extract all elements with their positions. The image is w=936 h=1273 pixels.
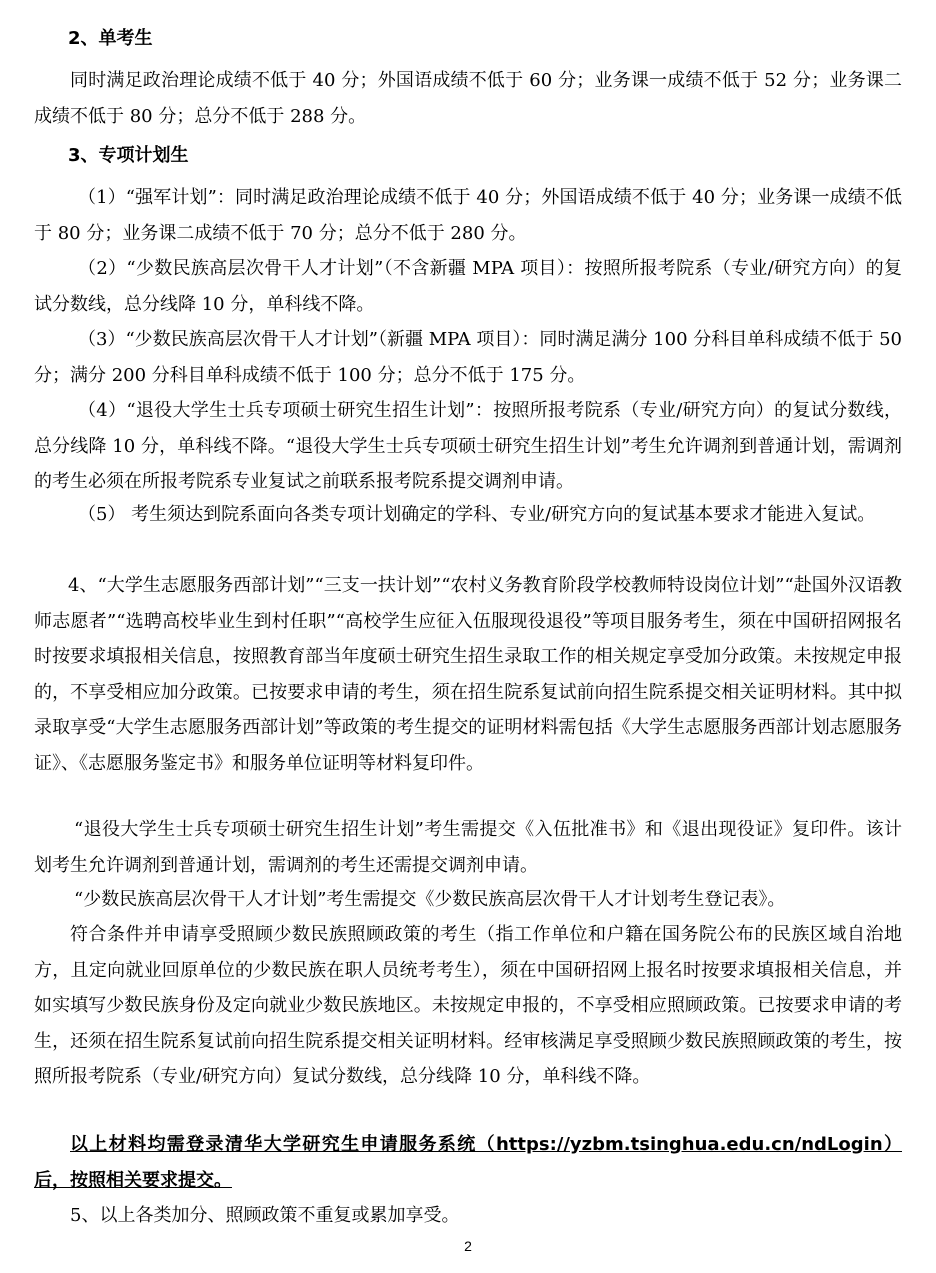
page-number: 2 xyxy=(464,1238,472,1254)
section-3-item-2: （2）“少数民族高层次骨干人才计划”（不含新疆 MPA 项目）：按照所报考院系（专业/研究方向）的复试分数线，总分线降 10 分，单科线不降。 xyxy=(34,258,902,315)
veteran-materials-paragraph: “退役大学生士兵专项硕士研究生招生计划”考生需提交《入伍批准书》和《退出现役证》复印件。该计划考生允许调剂到普通计划，需调剂的考生还需提交调剂申请。 xyxy=(34,819,902,876)
section-3-item-4: （4）“退役大学生士兵专项硕士研究生招生计划”：按照所报考院系（专业/研究方向）的复试分数线，总分线降 10 分，单科线不降。“退役大学生士兵专项硕士研究生招生计划”考生允许调剂到普通计划，需调剂的考生必须在所报考院系专业复试之前联系报考院系提交调剂申请。 xyxy=(34,400,902,493)
section-3-item-3: （3）“少数民族高层次骨干人才计划”（新疆 MPA 项目）：同时满足满分 100 分科目单科成绩不低于 50 分；满分 200 分科目单科成绩不低于 100 分；总分不低于 175 分。 xyxy=(34,329,902,386)
section-3-item-5: （5） 考生须达到院系面向各类专项计划确定的学科、专业/研究方向的复试基本要求才能进入复试。 xyxy=(78,504,876,525)
section-2-paragraph: 同时满足政治理论成绩不低于 40 分；外国语成绩不低于 60 分；业务课一成绩不低于 52 分；业务课二成绩不低于 80 分；总分不低于 288 分。 xyxy=(34,70,902,127)
section-3-heading: 3、专项计划生 xyxy=(68,145,189,166)
section-5-paragraph: 5、以上各类加分、照顾政策不重复或累加享受。 xyxy=(70,1205,460,1226)
section-4-paragraph: 4、“大学生志愿服务西部计划”“三支一扶计划”“农村义务教育阶段学校教师特设岗位计划”“赴国外汉语教师志愿者”“选聘高校毕业生到村任职”“高校学生应征入伍服现役退役”等项目服务考生，须在中国研招网报名时按要求填报相关信息，按照教育部当年度硕士研究生招生录取工作的相关规定享受加分政策。未按规定申报的，不享受相应加分政策。已按要求申请的考生，须在招生院系复试前向招生院系提交相关证明材料。其中拟录取享受“大学生志愿服务西部计划”等政策的考生提交的证明材料需包括《大学生志愿服务西部计划志愿服务证》、《志愿服务鉴定书》和服务单位证明等材料复印件。 xyxy=(34,575,902,774)
section-2-heading: 2、单考生 xyxy=(68,28,153,49)
section-3-item-1: （1）“强军计划”：同时满足政治理论成绩不低于 40 分；外国语成绩不低于 40 分；业务课一成绩不低于 80 分；业务课二成绩不低于 70 分；总分不低于 280 分。 xyxy=(34,187,902,244)
submission-note: 以上材料均需登录清华大学研究生申请服务系统（https://yzbm.tsinghua.edu.cn/ndLogin）后，按照相关要求提交。 xyxy=(34,1134,902,1191)
minority-form-paragraph: “少数民族高层次骨干人才计划”考生需提交《少数民族高层次骨干人才计划考生登记表》。 xyxy=(74,889,786,910)
minority-policy-paragraph: 符合条件并申请享受照顾少数民族照顾政策的考生（指工作单位和户籍在国务院公布的民族区域自治地方，且定向就业回原单位的少数民族在职人员统考考生），须在中国研招网上报名时按要求填报相关信息，并如实填写少数民族身份及定向就业少数民族地区。未按规定申报的，不享受相应照顾政策。已按要求申请的考生，还须在招生院系复试前向招生院系提交相关证明材料。经审核满足享受照顾少数民族照顾政策的考生，按照所报考院系（专业/研究方向）复试分数线，总分线降 10 分，单科线不降。 xyxy=(34,924,902,1088)
